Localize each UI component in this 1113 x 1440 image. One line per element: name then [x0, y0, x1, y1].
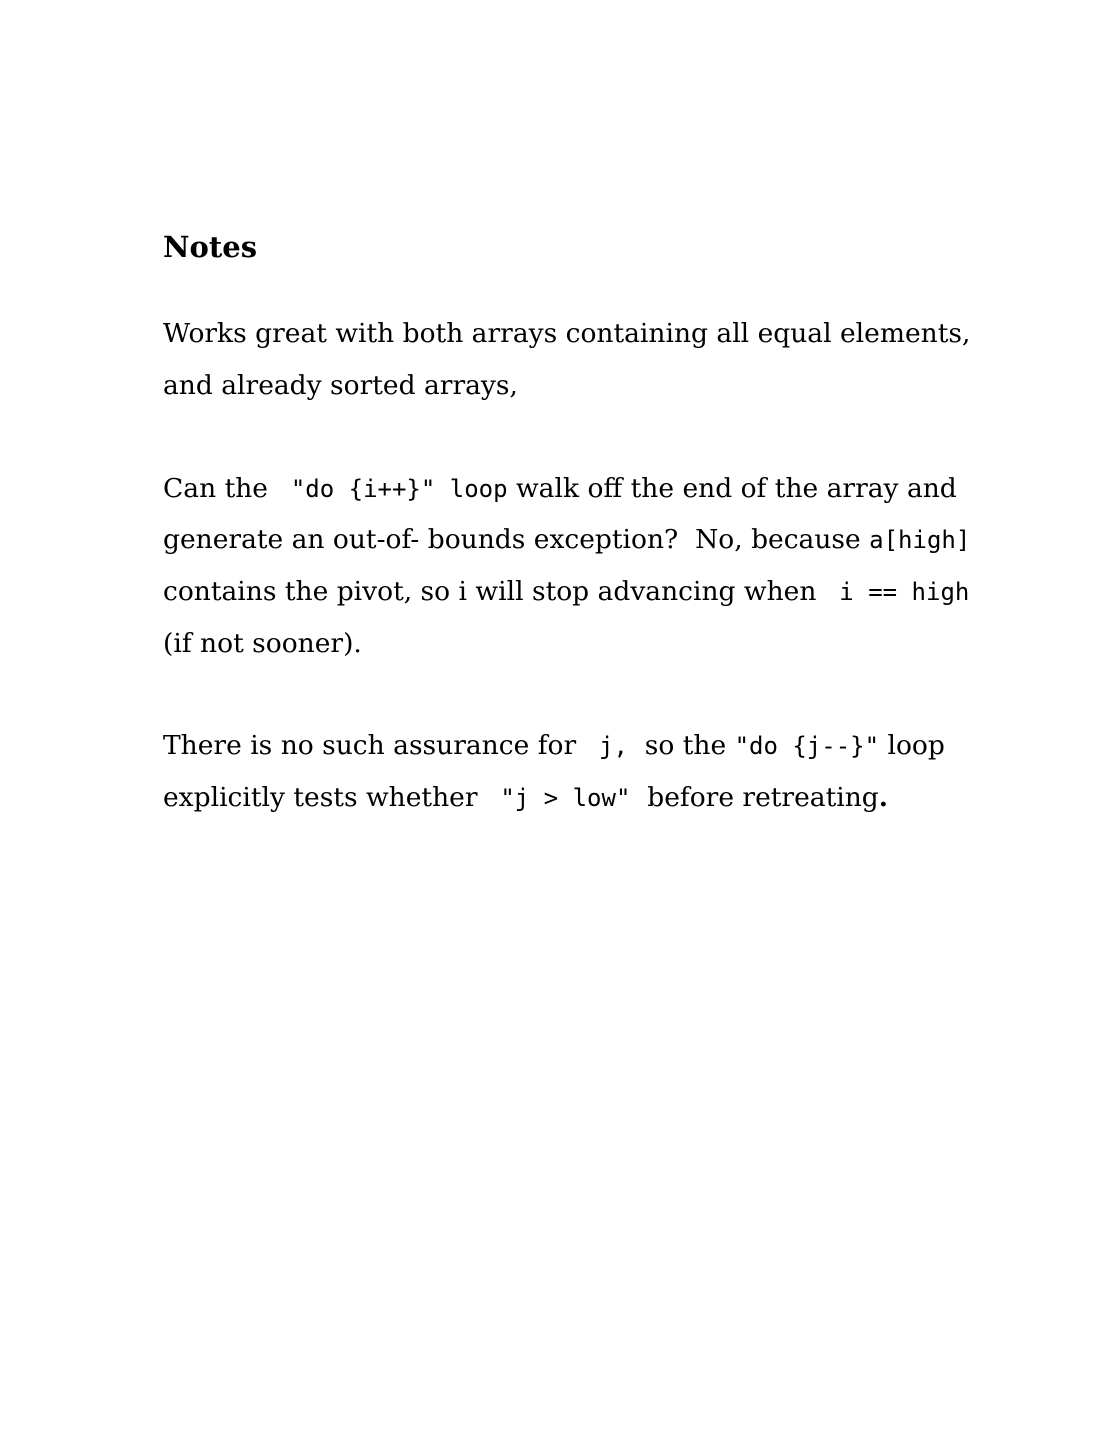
paragraph-3-line-1 [163, 726, 945, 766]
paragraph-2-line-3 [163, 572, 969, 612]
page-title: Notes [163, 230, 258, 264]
paragraph-1-line-2 [163, 366, 518, 406]
paragraph-1-text-1: Works great with both arrays containing all equal elements, [163, 318, 971, 349]
paragraph-1-text-2: and already sorted arrays, [163, 370, 518, 401]
paragraph-2-line-4 [163, 624, 362, 664]
code-i-equals-high: i == high [824, 578, 970, 606]
code-do-j-loop: "do {j--}" [734, 732, 880, 760]
paragraph-2-line-1 [163, 469, 957, 509]
paragraph-2-text-1a: Can the [163, 473, 277, 504]
code-j-greater-low: "j > low" [485, 784, 631, 812]
paragraph-3-text-1a: There is no such assurance for [163, 730, 585, 761]
paragraph-2-line-2 [163, 520, 970, 560]
paragraph-2-text-2a: generate an out-of- bounds exception? No, because [163, 524, 870, 555]
paragraph-2-text-1b: walk off the end of the array and [507, 473, 957, 504]
paragraph-2-text-3a: contains the pivot, so i will stop advancing when [163, 576, 825, 607]
paragraph-3-text-2b: before retreating [630, 782, 879, 813]
paragraph-3-text-1b: so the [627, 730, 735, 761]
paragraph-3-period: . [878, 782, 888, 813]
code-j: j, [584, 732, 628, 760]
code-do-i-loop: "do {i++}" loop [276, 475, 508, 503]
paragraph-3-line-2 [163, 778, 888, 818]
paragraph-2-text-4: (if not sooner). [163, 628, 362, 659]
code-a-high: a[high] [869, 526, 971, 554]
paragraph-3-text-1c: loop [879, 730, 945, 761]
paragraph-3-text-2a: explicitly tests whether [163, 782, 486, 813]
paragraph-1-line-1 [163, 314, 970, 354]
